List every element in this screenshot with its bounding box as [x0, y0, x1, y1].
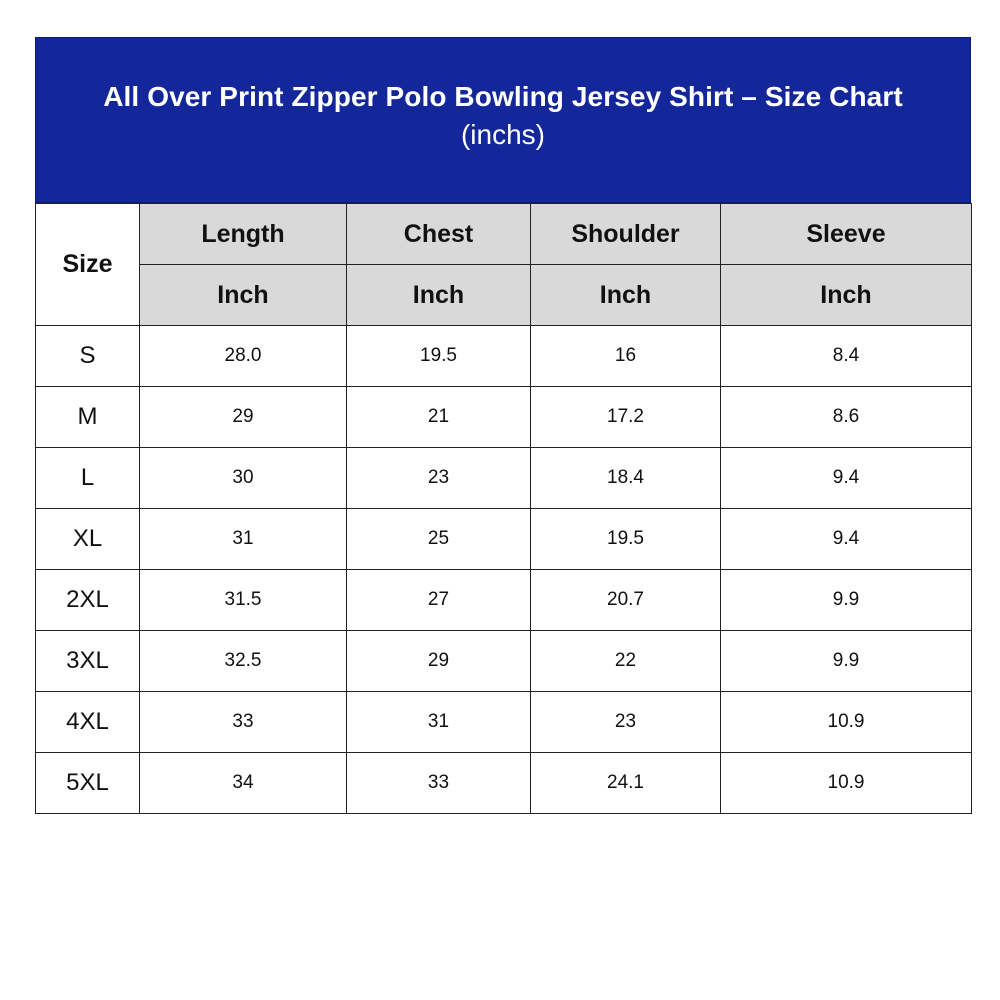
table-row — [36, 448, 972, 509]
sleeve-value: 9.4 — [721, 448, 972, 509]
shoulder-value: 22 — [531, 631, 721, 692]
sleeve-value: 8.4 — [721, 326, 972, 387]
column-header-length: Length — [140, 204, 347, 265]
table-row — [36, 387, 972, 448]
unit-header-shoulder: Inch — [531, 265, 721, 326]
size-column-header: Size — [36, 204, 140, 326]
shoulder-value: 20.7 — [531, 570, 721, 631]
table-row — [36, 326, 972, 387]
chest-value: 19.5 — [347, 326, 531, 387]
size-table — [35, 203, 972, 814]
sleeve-value: 9.9 — [721, 570, 972, 631]
length-value: 32.5 — [140, 631, 347, 692]
title-banner — [35, 37, 971, 203]
length-value: 28.0 — [140, 326, 347, 387]
shoulder-value: 19.5 — [531, 509, 721, 570]
length-value: 33 — [140, 692, 347, 753]
column-header-chest: Chest — [347, 204, 531, 265]
size-label: XL — [36, 509, 140, 570]
chest-value: 23 — [347, 448, 531, 509]
size-label: L — [36, 448, 140, 509]
chest-value: 27 — [347, 570, 531, 631]
table-row — [36, 753, 972, 814]
size-label: M — [36, 387, 140, 448]
table-row — [36, 509, 972, 570]
table-row — [36, 692, 972, 753]
sleeve-value: 10.9 — [721, 692, 972, 753]
sleeve-value: 9.9 — [721, 631, 972, 692]
sleeve-value: 10.9 — [721, 753, 972, 814]
unit-header-chest: Inch — [347, 265, 531, 326]
shoulder-value: 18.4 — [531, 448, 721, 509]
size-table-body — [36, 326, 972, 814]
column-header-shoulder: Shoulder — [531, 204, 721, 265]
chest-value: 29 — [347, 631, 531, 692]
length-value: 31 — [140, 509, 347, 570]
size-label: 2XL — [36, 570, 140, 631]
size-chart — [35, 37, 971, 814]
chest-value: 25 — [347, 509, 531, 570]
shoulder-value: 16 — [531, 326, 721, 387]
chest-value: 33 — [347, 753, 531, 814]
size-label: 4XL — [36, 692, 140, 753]
size-label: S — [36, 326, 140, 387]
column-header-sleeve: Sleeve — [721, 204, 972, 265]
length-value: 30 — [140, 448, 347, 509]
unit-header-row — [36, 265, 972, 326]
shoulder-value: 24.1 — [531, 753, 721, 814]
chest-value: 21 — [347, 387, 531, 448]
sleeve-value: 9.4 — [721, 509, 972, 570]
length-value: 29 — [140, 387, 347, 448]
sleeve-value: 8.6 — [721, 387, 972, 448]
length-value: 34 — [140, 753, 347, 814]
table-row — [36, 570, 972, 631]
shoulder-value: 23 — [531, 692, 721, 753]
size-label: 3XL — [36, 631, 140, 692]
measurement-header-row — [36, 204, 972, 265]
shoulder-value: 17.2 — [531, 387, 721, 448]
unit-header-length: Inch — [140, 265, 347, 326]
table-row — [36, 631, 972, 692]
chart-title: All Over Print Zipper Polo Bowling Jersey Shirt – Size Chart — [103, 81, 903, 112]
chart-subtitle: (inchs) — [460, 119, 545, 150]
chest-value: 31 — [347, 692, 531, 753]
unit-header-sleeve: Inch — [721, 265, 972, 326]
size-label: 5XL — [36, 753, 140, 814]
length-value: 31.5 — [140, 570, 347, 631]
